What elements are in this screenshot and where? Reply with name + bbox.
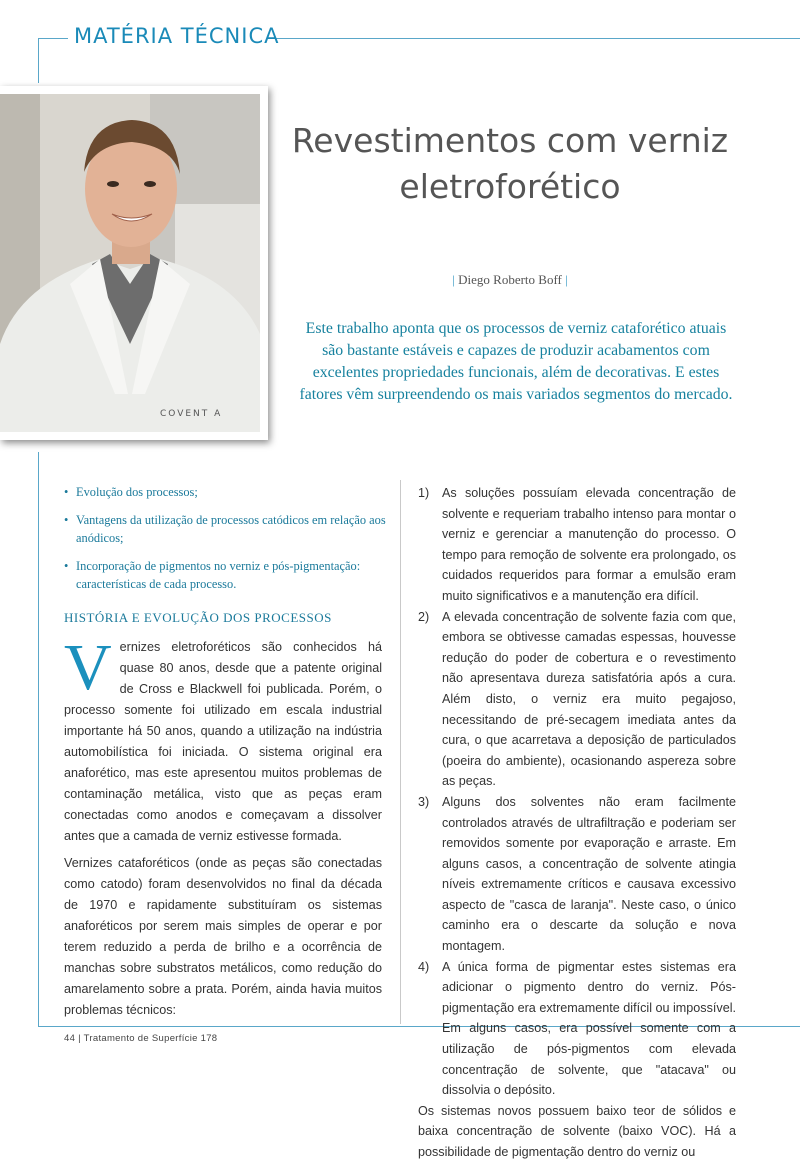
article-title [290,118,730,209]
article-title-line2: eletroforético [399,166,621,206]
problem-item [418,792,736,957]
article-title-line1: Revestimentos com verniz [291,121,729,160]
highlights-list [64,483,394,603]
problem-number: 4) [418,959,430,974]
problem-text: A única forma de pigmentar estes sistemas era adicionar o pigmento dentro do verniz. Pós-pigmentação era extremamente difícil ou impossível. Em alguns casos, era possível somente com a utilização de pós-pigmentos com elevada concentração de solvente, que "atacava" ou dissolvia o depósito. [442,959,736,1098]
byline-close: | [561,272,568,287]
highlight-item: • Evolução dos processos; [64,483,394,502]
problem-text: Alguns dos solventes não eram facilmente controlados através de ultrafiltração e poderiam ser removidos somente por evaporação e arraste. Em alguns casos, a concentração de solvente atingia níveis extremamente críticos e causava excessivo aspecto de "casca de laranja". Neste caso, o único caminho era o descarte da solução e nova montagem. [442,794,736,954]
author-portrait-illustration [0,94,260,432]
page-footer: 44 | Tratamento de Superfície 178 [64,1033,218,1044]
problem-item [418,607,736,792]
paragraph-3: Os sistemas novos possuem baixo teor de sólidos e baixa concentração de solvente (baixo VOC). Há a possibilidade de pigmentação dentro do verniz ou [418,1103,736,1159]
problem-text: As soluções possuíam elevada concentração de solvente e requeriam trabalho intenso para montar o verniz e gerenciar a manutenção do processo. O tempo para remoção de solvente era prolongado, os cuidados requeridos para formar a emulsão eram muito significativos e a manutenção era difícil. [442,486,736,603]
paragraph-1-text: ernizes eletroforéticos são conhecidos há quase 80 anos, desde que a patente original de Cross e Blackwell foi publicada. Porém, o processo somente foi utilizado em escala industrial importante há 50 anos, quando a utilização na indústria automobilística foi iniciada. O sistema original era anaforético, mas este apresentou muitos problemas de contaminação metálica, visto que as peças eram conectadas como anodos e começavam a dissolver antes que a camada de verniz estivesse formada. [64,640,382,843]
coat-logo-text: COVENT A [160,409,223,419]
header-rule-left-horizontal [38,38,68,39]
byline [420,272,600,288]
abstract: Este trabalho aponta que os processos de verniz cataforético atuais são bastante estáveis e capazes de produzir acabamentos com excelentes propriedades funcionais, além de decorativas. E estes fatores vêm surpreendendo os mais variados segmentos do mercado. [299,320,733,404]
problems-list [418,483,736,1101]
author-photo [0,86,268,440]
problem-item [418,957,736,1101]
section-label: MATÉRIA TÉCNICA [74,24,280,48]
author-name: Diego Roberto Boff [458,272,562,287]
drop-cap: V [64,631,112,704]
problem-text: A elevada concentração de solvente fazia com que, embora se obtivesse camadas espessas, houvesse redução do poder de cobertura e o revestimento não apresentava dureza satisfatória após a cura. Além disto, o verniz era muito pegajoso, necessitando de pré-secagem imediata antes da cura, o que acarretava a deposição de particulados (poeira do ambiente), ocasionando aspereza sobre as peças. [442,609,736,789]
byline-open: | [452,272,459,287]
highlight-item: • Incorporação de pigmentos no verniz e pós-pigmentação: características de cada processo. [64,557,394,594]
column-divider [400,480,401,1024]
highlight-item: • Vantagens da utilização de processos catódicos em relação aos anódicos; [64,511,394,548]
header-rule-left-vertical [38,38,39,83]
problem-item [418,483,736,607]
left-column [64,631,382,1027]
paragraph-1 [64,631,382,847]
problem-number: 2) [418,609,430,624]
section-heading: HISTÓRIA E EVOLUÇÃO DOS PROCESSOS [64,610,332,625]
header-rule-right [268,38,800,39]
problem-number: 3) [418,794,430,809]
body-rule-left-vertical [38,452,39,1026]
problem-number: 1) [418,486,430,500]
paragraph-2: Vernizes cataforéticos (onde as peças são conectadas como catodo) foram desenvolvidos no final da década de 1970 e rapidamente substituíram os sistemas anaforéticos por serem mais simples de operar e por terem reduzido a perda de brilho e a ocorrência de manchas sobre substratos metálicos, como redução do amarelamento sobre a prata. Porém, ainda havia muitos problemas técnicos: [64,856,382,1017]
